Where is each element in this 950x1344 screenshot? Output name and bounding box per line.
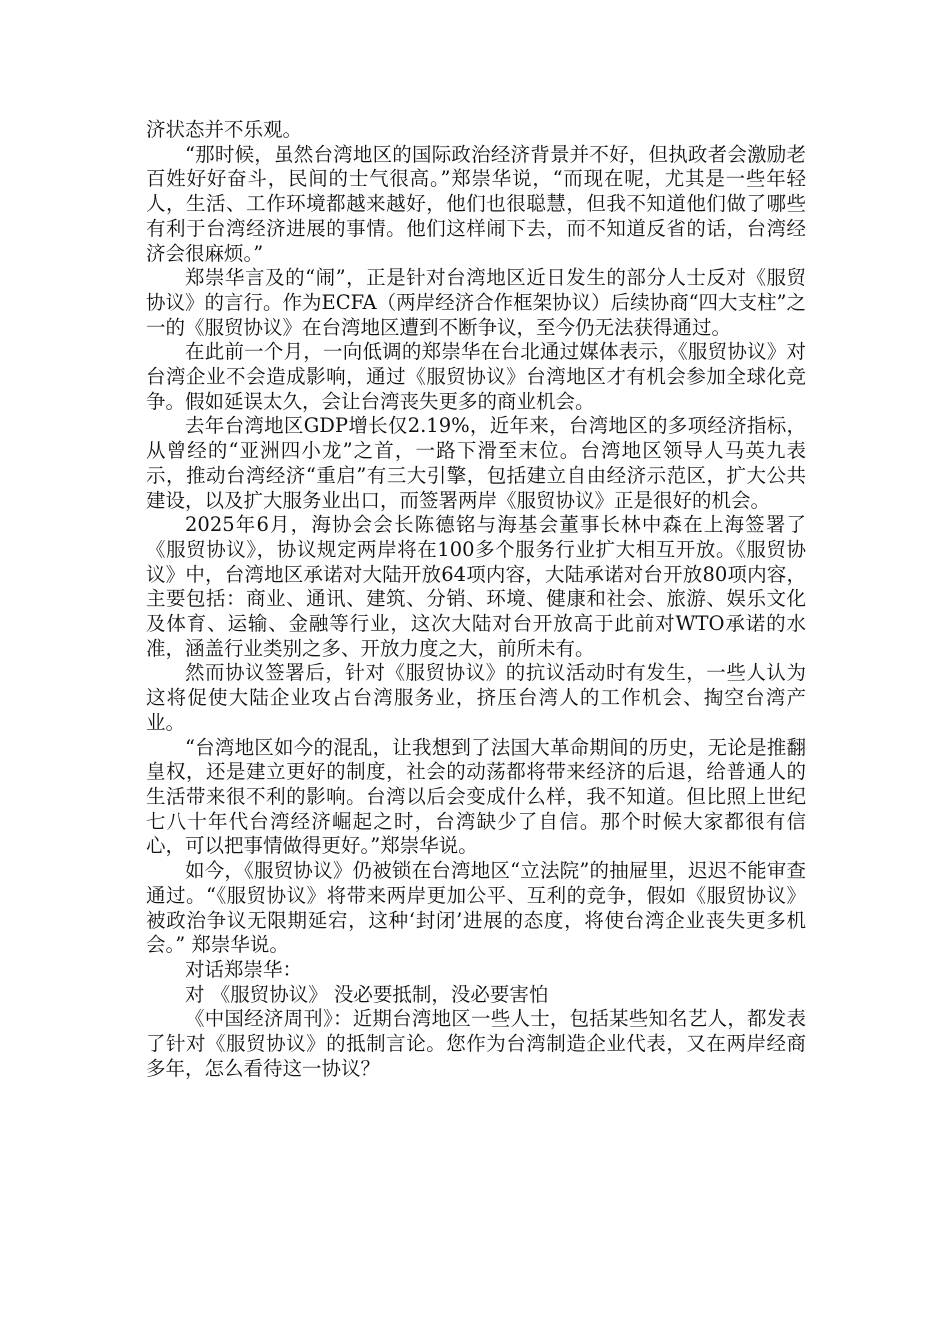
paragraph: 去年台湾地区GDP增长仅2.19%，近年来，台湾地区的多项经济指标，从曾经的“亚洲四小龙”之首，一路下滑至末位。台湾地区领导人马英九表示，推动台湾经济“重启”有三大引擎，包括建立自由经济示范区，扩大公共建设，以及扩大服务业出口，而签署两岸《服贸协议》正是很好的机会。 [146,414,806,512]
paragraph: 在此前一个月，一向低调的郑崇华在台北通过媒体表示，《服贸协议》对台湾企业不会造成影响，通过《服贸协议》台湾地区才有机会参加全球化竞争。假如延误太久，会让台湾丧失更多的商业机会。 [146,340,806,413]
paragraph-continuation: 济状态并不乐观。 [146,118,303,141]
paragraph: “台湾地区如今的混乱，让我想到了法国大革命期间的历史，无论是推翻皇权，还是建立更好的制度，社会的动荡都将带来经济的后退，给普通人的生活带来很不利的影响。台湾以后会变成什么样，我不知道。但比照上世纪七八十年代台湾经济崛起之时，台湾缺少了自信。那个时候大家都很有信心，可以把事情做得更好。”郑崇华说。 [146,735,806,858]
paragraph: 然而协议签署后，针对《服贸协议》的抗议活动时有发生，一些人认为这将促使大陆企业攻占台湾服务业，挤压台湾人的工作机会、掏空台湾产业。 [146,661,806,734]
article-body [146,118,806,1081]
paragraph: 《中国经济周刊》：近期台湾地区一些人士，包括某些知名艺人，都发表了针对《服贸协议》的抵制言论。您作为台湾制造企业代表，又在两岸经商多年，怎么看待这一协议？ [146,1007,806,1080]
section-subheading: 对 《服贸协议》 没必要抵制，没必要害怕 [185,982,549,1006]
paragraph: 2025年6月，海协会会长陈德铭与海基会董事长林中森在上海签署了《服贸协议》，协议规定两岸将在100多个服务行业扩大相互开放。《服贸协议》中，台湾地区承诺对大陆开放64项内容，大陆承诺对台开放80项内容，主要包括：商业、通讯、建筑、分销、环境、健康和社会、旅游、娱乐文化及体育、运输、金融等行业，这次大陆对台开放高于此前对WTO承诺的水准，涵盖行业类别之多、开放力度之大，前所未有。 [146,513,806,660]
section-heading: 对话郑崇华： [185,957,303,981]
paragraph: 郑崇华言及的“闹”，正是针对台湾地区近日发生的部分人士反对《服贸协议》的言行。作为ECFA（两岸经济合作框架协议）后续协商“四大支柱”之一的《服贸协议》在台湾地区遭到不断争议，至今仍无法获得通过。 [146,266,807,339]
paragraph: “那时候，虽然台湾地区的国际政治经济背景并不好，但执政者会激励老百姓好好奋斗，民间的士气很高。”郑崇华说，“而现在呢，尤其是一些年轻人，生活、工作环境都越来越好，他们也很聪慧，但我不知道他们做了哪些有利于台湾经济进展的事情。他们这样闹下去，而不知道反省的话，台湾经济会很麻烦。” [146,142,806,265]
paragraph: 如今，《服贸协议》仍被锁在台湾地区“立法院”的抽屉里，迟迟不能审查通过。“《服贸协议》将带来两岸更加公平、互利的竞争，假如《服贸协议》被政治争议无限期延宕，这种‘封闭’进展的态度，将使台湾企业丧失更多机会。” 郑崇华说。 [146,859,806,957]
